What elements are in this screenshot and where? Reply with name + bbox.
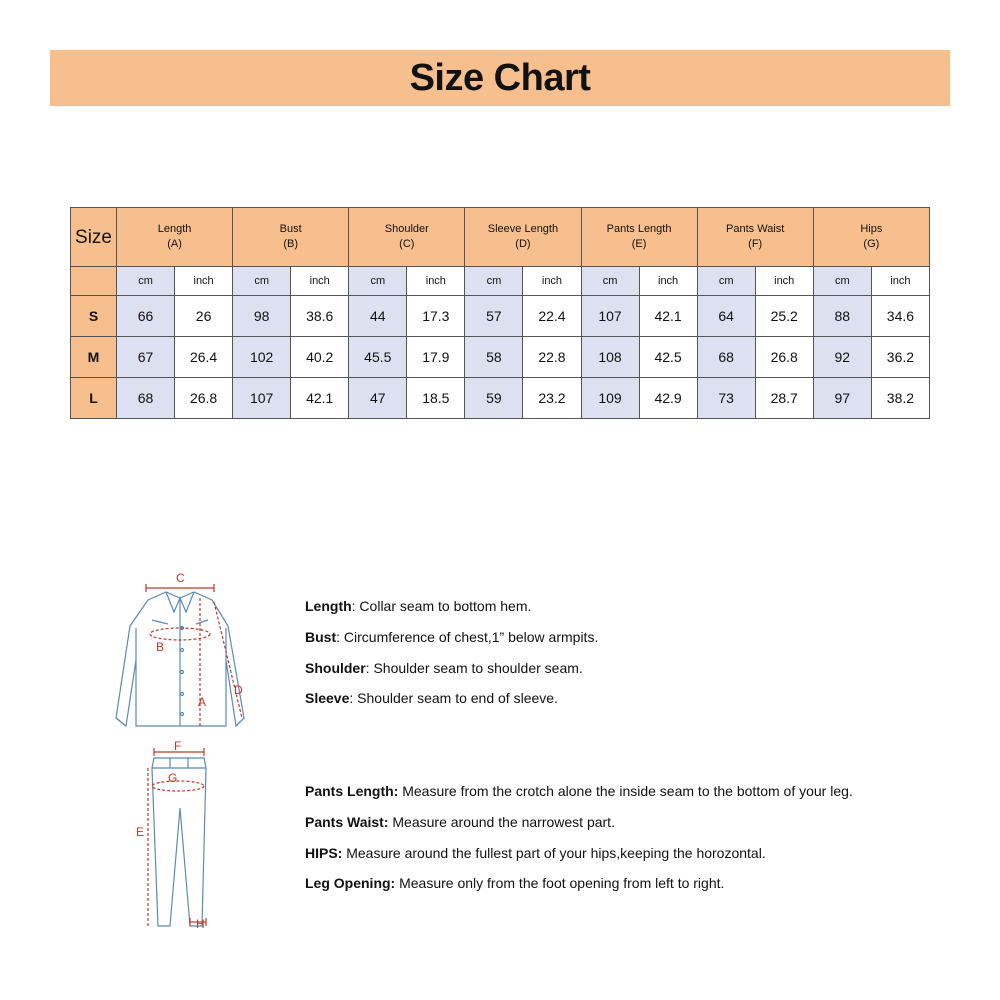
size-header: Size	[71, 208, 117, 267]
column-header-pants-length: Pants Length (E)	[581, 208, 697, 267]
unit-cm: cm	[233, 267, 291, 296]
unit-cm: cm	[349, 267, 407, 296]
table-cell: 45.5	[349, 337, 407, 378]
table-cell: 47	[349, 378, 407, 419]
unit-cm: cm	[117, 267, 175, 296]
unit-inch: inch	[755, 267, 813, 296]
table-cell: 40.2	[291, 337, 349, 378]
table-cell: 18.5	[407, 378, 465, 419]
size-label: M	[71, 337, 117, 378]
table-cell: 26.8	[755, 337, 813, 378]
unit-cm: cm	[813, 267, 871, 296]
table-cell: 23.2	[523, 378, 581, 419]
table-cell: 38.6	[291, 296, 349, 337]
unit-cm: cm	[697, 267, 755, 296]
note-pants-length: Pants Length: Measure from the crotch alone the inside seam to the bottom of your leg.	[305, 783, 853, 799]
table-cell: 73	[697, 378, 755, 419]
table-cell: 17.9	[407, 337, 465, 378]
table-cell: 97	[813, 378, 871, 419]
table-cell: 67	[117, 337, 175, 378]
note-sleeve: Sleeve: Shoulder seam to end of sleeve.	[305, 690, 558, 706]
column-header-bust: Bust (B)	[233, 208, 349, 267]
table-cell: 64	[697, 296, 755, 337]
unit-inch: inch	[291, 267, 349, 296]
table-cell: 42.1	[291, 378, 349, 419]
table-cell: 17.3	[407, 296, 465, 337]
shirt-outline	[116, 592, 244, 726]
column-header-sleeve-length: Sleeve Length (D)	[465, 208, 581, 267]
note-leg-opening: Leg Opening: Measure only from the foot opening from left to right.	[305, 875, 725, 891]
title-banner	[50, 50, 950, 106]
label-h: H	[196, 917, 205, 931]
table-cell: 107	[233, 378, 291, 419]
note-pants-waist: Pants Waist: Measure around the narrowest part.	[305, 814, 615, 830]
table-cell: 44	[349, 296, 407, 337]
table-cell: 66	[117, 296, 175, 337]
label-a: A	[198, 695, 207, 709]
size-header-spacer	[71, 267, 117, 296]
table-cell: 25.2	[755, 296, 813, 337]
size-table	[70, 207, 930, 419]
shirt-measure-lines	[146, 584, 242, 726]
table-cell: 102	[233, 337, 291, 378]
table-cell: 107	[581, 296, 639, 337]
table-cell: 59	[465, 378, 523, 419]
label-f: F	[174, 739, 182, 753]
note-bust: Bust: Circumference of chest,1” below armpits.	[305, 629, 599, 645]
table-cell: 98	[233, 296, 291, 337]
table-cell: 42.1	[639, 296, 697, 337]
unit-inch: inch	[523, 267, 581, 296]
label-c: C	[176, 571, 185, 585]
page-title: Size Chart	[409, 56, 591, 99]
table-row	[71, 296, 930, 337]
note-length: Length: Collar seam to bottom hem.	[305, 598, 532, 614]
unit-inch: inch	[407, 267, 465, 296]
table-cell: 26.8	[175, 378, 233, 419]
column-header-hips: Hips (G)	[813, 208, 929, 267]
shirt-diagram	[108, 568, 258, 743]
table-cell: 92	[813, 337, 871, 378]
unit-cm: cm	[465, 267, 523, 296]
table-cell: 57	[465, 296, 523, 337]
column-header-length: Length (A)	[117, 208, 233, 267]
label-b: B	[156, 640, 165, 654]
table-cell: 109	[581, 378, 639, 419]
size-label: S	[71, 296, 117, 337]
unit-inch: inch	[871, 267, 929, 296]
unit-cm: cm	[581, 267, 639, 296]
table-cell: 88	[813, 296, 871, 337]
table-cell: 58	[465, 337, 523, 378]
table-header-row	[71, 208, 930, 267]
table-cell: 108	[581, 337, 639, 378]
table-cell: 34.6	[871, 296, 929, 337]
unit-row	[71, 267, 930, 296]
label-d: D	[234, 683, 243, 697]
column-header-shoulder: Shoulder (C)	[349, 208, 465, 267]
table-cell: 22.8	[523, 337, 581, 378]
table-cell: 26	[175, 296, 233, 337]
table-cell: 38.2	[871, 378, 929, 419]
pants-diagram	[130, 738, 230, 933]
table-row	[71, 337, 930, 378]
table-cell: 68	[117, 378, 175, 419]
table-cell: 68	[697, 337, 755, 378]
table-cell: 26.4	[175, 337, 233, 378]
table-cell: 28.7	[755, 378, 813, 419]
table-row	[71, 378, 930, 419]
table-cell: 22.4	[523, 296, 581, 337]
unit-inch: inch	[175, 267, 233, 296]
note-shoulder: Shoulder: Shoulder seam to shoulder seam.	[305, 660, 583, 676]
label-e: E	[136, 825, 145, 839]
label-g: G	[168, 771, 178, 785]
note-hips: HIPS: Measure around the fullest part of your hips,keeping the horozontal.	[305, 845, 766, 861]
table-cell: 42.9	[639, 378, 697, 419]
unit-inch: inch	[639, 267, 697, 296]
table-cell: 42.5	[639, 337, 697, 378]
column-header-pants-waist: Pants Waist (F)	[697, 208, 813, 267]
table-cell: 36.2	[871, 337, 929, 378]
size-label: L	[71, 378, 117, 419]
